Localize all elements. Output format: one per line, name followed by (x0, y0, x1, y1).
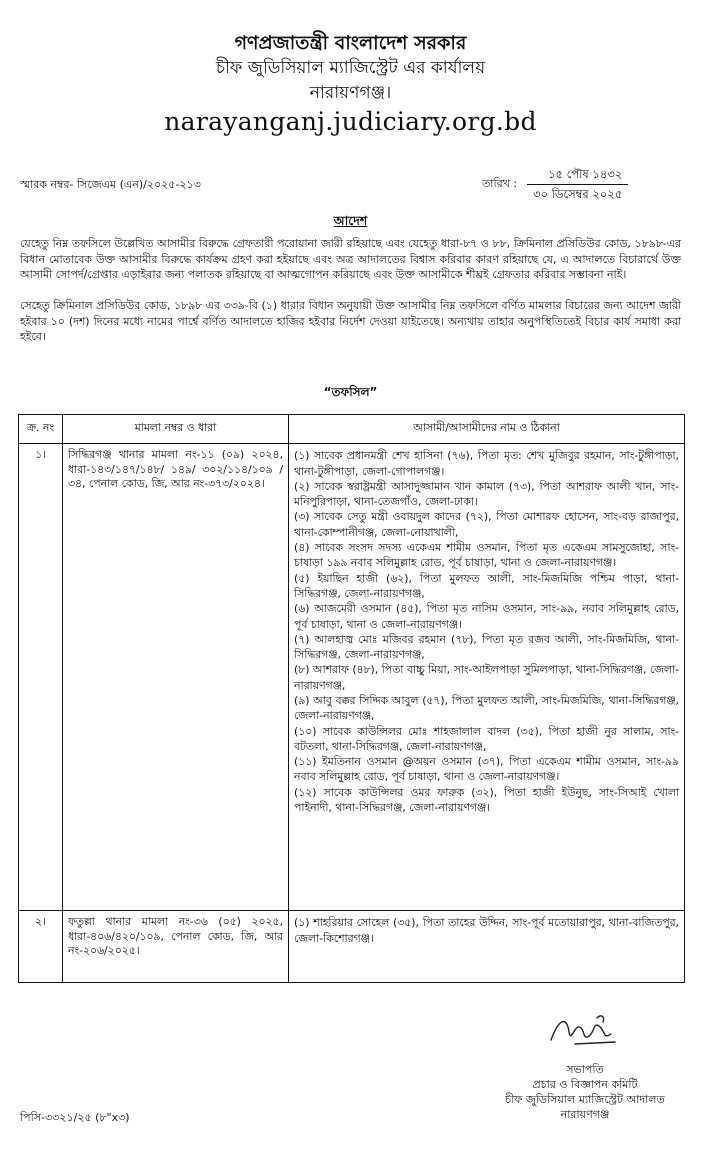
schedule-heading: “তফসিল” (323, 385, 378, 399)
accused-item: (১২) সাবেক কাউন্সিলর ওমর ফারুক (৩২), পিতা হাজী ইউনুছ, সাং-সিআই খোলা পাইনাদী, থানা-সিদ্ধিরগঞ্জ, জেলা-নারায়ণগঞ্জ। (294, 785, 679, 815)
header-case: মামলা নম্বর ও ধারা (63, 415, 289, 444)
date-label: তারিখ : (482, 177, 518, 191)
accused-item: (২) সাবেক স্বরাষ্ট্রমন্ত্রী আসাদুজ্জামান খান কামাল (৭৩), পিতা আশরাফ আলী খান, সাং-মনিপুরিপাড়া, থানা-তেজগাঁও, জেলা-ঢাকা। (294, 479, 679, 509)
accused-item: (৩) সাবেক সেতু মন্ত্রী ওবায়দুল কাদের (৭২), পিতা মোশারফ হোসেন, সাং-বড় রাজাপুর, থানা-কোম্পানীগঞ্জ, জেলা-নোয়াখালী, (294, 510, 679, 539)
office-title: চীফ জুডিসিয়াল ম্যাজিস্ট্রেট এর কার্যালয় (215, 58, 486, 78)
accused-item: (৭) আলহাজ্ব মোঃ মজিবর রহমান (৭৮), পিতা মৃত রজব আলী, সাং-মিজমিজি, থানা-সিদ্ধিরগঞ্জ, জেলা-নারায়ণগঞ্জ, (294, 632, 679, 662)
signatory-office: চীফ জুডিসিয়াল ম্যাজিস্ট্রেট আদালত (505, 1093, 665, 1106)
website-url: narayanganj.judiciary.org.bd (164, 107, 537, 136)
signatory-place: নারায়ণগঞ্জ (560, 1108, 610, 1121)
letterhead (0, 30, 701, 138)
accused-item: (১) সাবেক প্রধানমন্ত্রী শেখ হাসিনা (৭৬), পিতা মৃত: শেখ মুজিবুর রহমান, সাং-টুঙ্গীপাড়া, থানা-টুঙ্গীপাড়া, জেলা-গোপালগঞ্জ। (294, 449, 679, 478)
order-heading (0, 213, 701, 230)
memo-number: স্মারক নম্বর- সিজেএম (এন)/২০২৫-২১৩ (20, 178, 201, 191)
accused-item: (১) শাহরিয়ার সোহেল (৩৫), পিতা তাহের উদ্দিন, সাং-পূর্ব মতোয়ারাপুর, থানা-বাজিতপুর, জেলা-কিশোরগঞ্জ। (294, 916, 679, 945)
date-bangla: ১৫ পৌষ ১৪৩২ (527, 167, 628, 185)
table-header-row (19, 415, 685, 444)
accused-item: (১১) ইমতিনান ওসমান @অয়ন ওসমান (৩৭), পিতা একেএম শামীম ওসমান, সাং-৯৯ নবাব সলিমুল্লাহ রোড, পূর্ব চাষাড়া, থানা ও জেলা-নারায়ণগঞ্জ। (294, 755, 679, 784)
accused-item: (৯) আবু বক্কর সিদ্দিক আবুল (৫৭), পিতা মুলফত আলী, সাং-মিজমিজি, থানা-সিদ্ধিরগঞ্জ, জেলা-নারায়ণগঞ্জ, (294, 694, 679, 723)
header-accused: আসামী/আসামীদের নাম ও ঠিকানা (289, 415, 685, 444)
handwritten-signature (545, 1010, 625, 1050)
accused-item: (৮) আশরাফ (৪৮), পিতা বাচ্চু মিয়া, সাং-আইলপাড়া সুমিলপাড়া, থানা-সিদ্ধিরগঞ্জ, জেলা-নারায়ণগঞ্জ, (294, 663, 679, 692)
table-row (19, 444, 685, 911)
office-location: নারায়ণগঞ্জ। (309, 83, 392, 103)
accused-item: (৬) আজমেরী ওসমান (৪৫), পিতা মৃত নাসিম ওসমান, সাং-৯৯, নবাব সলিমুল্লাহ রোড, পূর্ব চাষাড়া, থানা ও জেলা-নারায়ণগঞ্জ। (294, 602, 679, 631)
row-accused (289, 444, 685, 911)
signatory-committee: প্রচার ও বিজ্ঞাপন কমিটি (532, 1078, 638, 1091)
row-serial: ১। (19, 444, 63, 911)
row-case: সিদ্ধিরগঞ্জ থানার মামলা নং-১১ (০৯) ২০২৪, ধারা-১৪৩/১৪৭/১৪৮/ ১৪৯/ ৩০২/১১৪/১০৯ /৩৪, পেনাল কোড, জি, আর নং-৩৭৩/২০২৪। (63, 444, 289, 911)
signature-text (470, 1062, 700, 1122)
order-heading-text: আদেশ (333, 213, 368, 228)
header-serial: ক্র. নং (19, 415, 63, 444)
date-block (482, 167, 628, 202)
schedule-table (18, 414, 685, 983)
accused-item: (৫) ইয়াছিন হাজী (৬২), পিতা মুলফত আলী, সাং-মিজমিজি পশ্চিম পাড়া, থানা-সিদ্ধিরগঞ্জ, জেলা-নারায়ণগঞ্জ, (294, 571, 679, 600)
table-row (19, 911, 685, 983)
government-title: গণপ্রজাতন্ত্রী বাংলাদেশ সরকার (234, 32, 467, 54)
publication-code: পিসি-৩৩২১/২৫ (৮"x৩) (20, 1111, 130, 1124)
row-accused (289, 911, 685, 983)
row-serial: ২। (19, 911, 63, 983)
accused-item: (১০) সাবেক কাউন্সিলর মোঃ শাহজালাল বাদল (৩৫), পিতা হাজী নুর সালাম, সাং-বটতলা, থানা-সিদ্ধিরগঞ্জ, জেলা-নারায়ণগঞ্জ, (294, 724, 679, 753)
date-values (527, 167, 628, 202)
date-english: ৩০ ডিসেম্বর ২০২৫ (533, 187, 623, 202)
signatory-title: সভাপতি (566, 1063, 604, 1076)
order-paragraph-2: সেহেতু ক্রিমিনাল প্রসিডিউর কোড, ১৮৯৮ এর ৩৩৯-বি (১) ধারার বিধান অনুযায়ী উক্ত আসামীর নিম্ন তফসিলে বর্ণিত মামলার বিচারের জন্য আদেশ জারী হইবার ১০ (দশ) দিনের মধ্যে নামের পার্শ্বে বর্ণিত আদালতে হাজির হইবার নির্দেশ দেওয়া যাইতেছে। অন্যথায় তাহার অনুপস্থিতিতেই বিচার কার্য সমাধা করা হইবে। (20, 299, 681, 343)
accused-item: (৪) সাবেক সংসদ সদস্য একেএম শামীম ওসমান, পিতা মৃত একেএম সামসুজোহা, সাং-চাষাড়া ১৯৯ নবাব সলিমুল্লাহ রোড, পূর্ব চাষাড়া, থানা ও জেলা-নারায়ণগঞ্জ। (294, 541, 679, 570)
order-paragraph-1: যেহেতু নিম্ন তফসিলে উল্লেখিত আসামীর বিরুদ্ধে গ্রেফতারী পরোয়ানা জারী রহিয়াছে এবং যেহেতু ধারা-৮৭ ও ৮৮, ক্রিমিনাল প্রসিডিউর কোড, ১৮৯৮-এর বিধান মোতাবেক উক্ত আসামীর বিরুদ্ধে কার্যক্রম গ্রহণ করা হইয়াছে এবং অত্র আদালতের বিশ্বাস করিবার কারণ রহিয়াছে যে, এ আদালতে বিচারার্থে উক্ত আসামী সোপর্দ/গ্রেপ্তার এড়াইবার জন্য পলাতক রহিয়াছে বা আত্মগোপন করিয়াছে এবং উক্ত আসামীকে শীঘ্রই গ্রেফতার করিবার সম্ভাবনা নাই। (20, 237, 681, 281)
row-case: ফতুল্লা থানার মামলা নং-৩৬ (০৫) ২০২৫, ধারা-৪০৬/৪২০/১০৯, পেনাল কোড, জি, আর নং-২০৬/২০২৫। (63, 911, 289, 983)
